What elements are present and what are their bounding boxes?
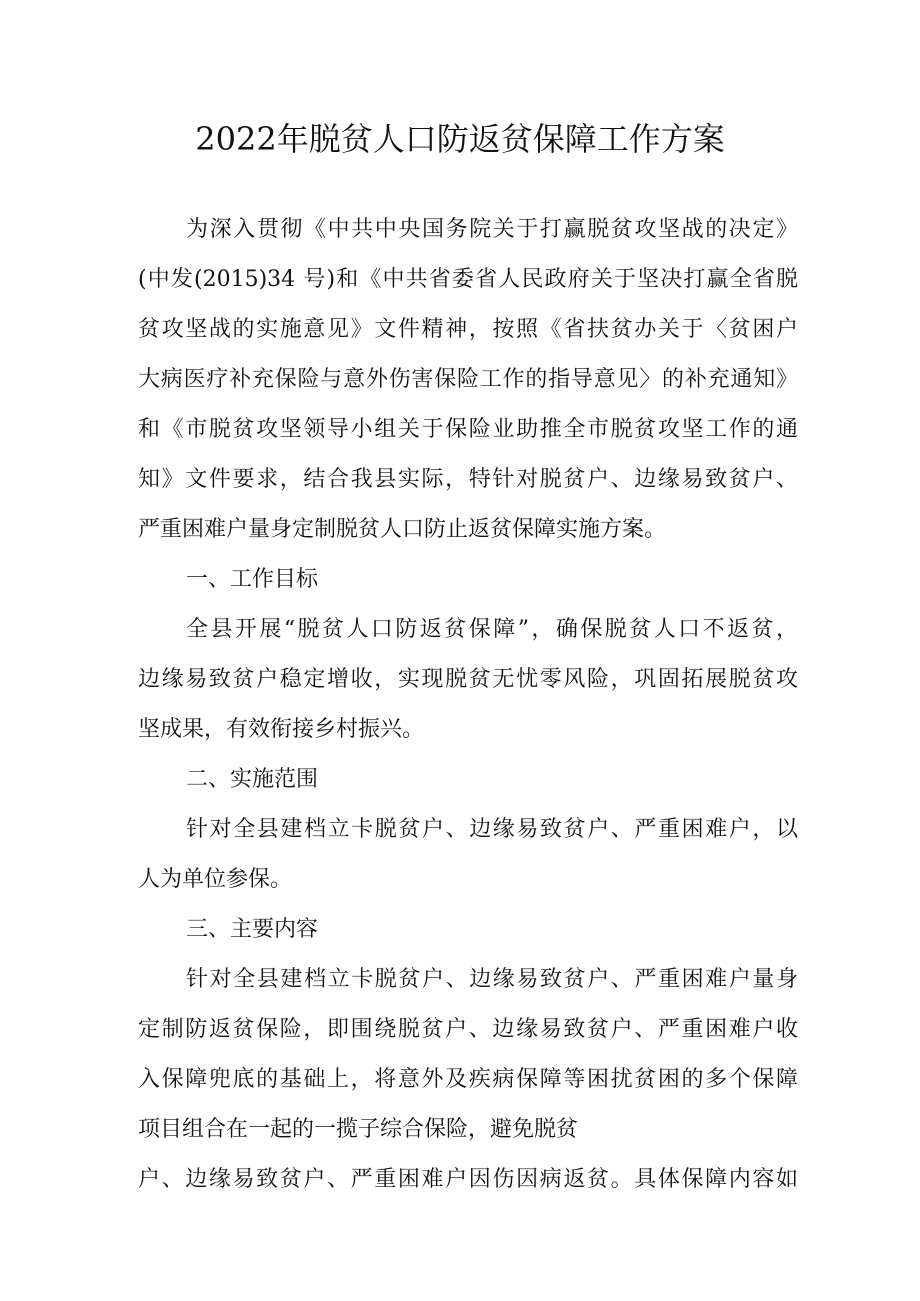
paragraph-line: 知》文件要求，结合我县实际，特针对脱贫户、边缘易致贫户、 <box>138 467 798 492</box>
paragraph-line: 入保障兜底的基础上，将意外及疾病保障等困扰贫困的多个保障 <box>138 1067 798 1092</box>
paragraph-line: 坚成果，有效衔接乡村振兴。 <box>138 717 425 742</box>
paragraph-line: 针对全县建档立卡脱贫户、边缘易致贫户、严重困难户，以 <box>186 817 798 842</box>
paragraph-line: 人为单位参保。 <box>138 867 293 892</box>
section-heading: 二、实施范围 <box>186 767 319 792</box>
paragraph-line: 大病医疗补充保险与意外伤害保险工作的指导意见〉的补充通知》 <box>138 367 798 392</box>
paragraph-line: 严重困难户量身定制脱贫人口防止返贫保障实施方案。 <box>138 517 667 542</box>
paragraph-line: 针对全县建档立卡脱贫户、边缘易致贫户、严重困难户量身 <box>186 967 798 992</box>
paragraph-line: 贫攻坚战的实施意见》文件精神，按照《省扶贫办关于〈贫困户 <box>138 317 798 342</box>
paragraph-line: 定制防返贫保险，即围绕脱贫户、边缘易致贫户、严重困难户收 <box>138 1017 798 1042</box>
paragraph-line: (中发(2015)34 号)和《中共省委省人民政府关于坚决打赢全省脱 <box>138 267 798 292</box>
section-heading: 一、工作目标 <box>186 567 319 592</box>
section-heading: 三、主要内容 <box>186 917 319 942</box>
paragraph-line: 项目组合在一起的一揽子综合保险，避免脱贫 <box>138 1117 579 1142</box>
paragraph-line: 户、边缘易致贫户、严重困难户因伤因病返贫。具体保障内容如 <box>138 1167 798 1192</box>
paragraph-line: 为深入贯彻《中共中央国务院关于打赢脱贫攻坚战的决定》 <box>186 217 798 242</box>
paragraph-line: 和《市脱贫攻坚领导小组关于保险业助推全市脱贫攻坚工作的通 <box>138 417 798 442</box>
paragraph-line: 全县开展“脱贫人口防返贫保障”，确保脱贫人口不返贫， <box>186 617 798 642</box>
document-title: 2022年脱贫人口防返贫保障工作方案 <box>195 120 725 158</box>
paragraph-line: 边缘易致贫户稳定增收，实现脱贫无忧零风险，巩固拓展脱贫攻 <box>138 667 798 692</box>
